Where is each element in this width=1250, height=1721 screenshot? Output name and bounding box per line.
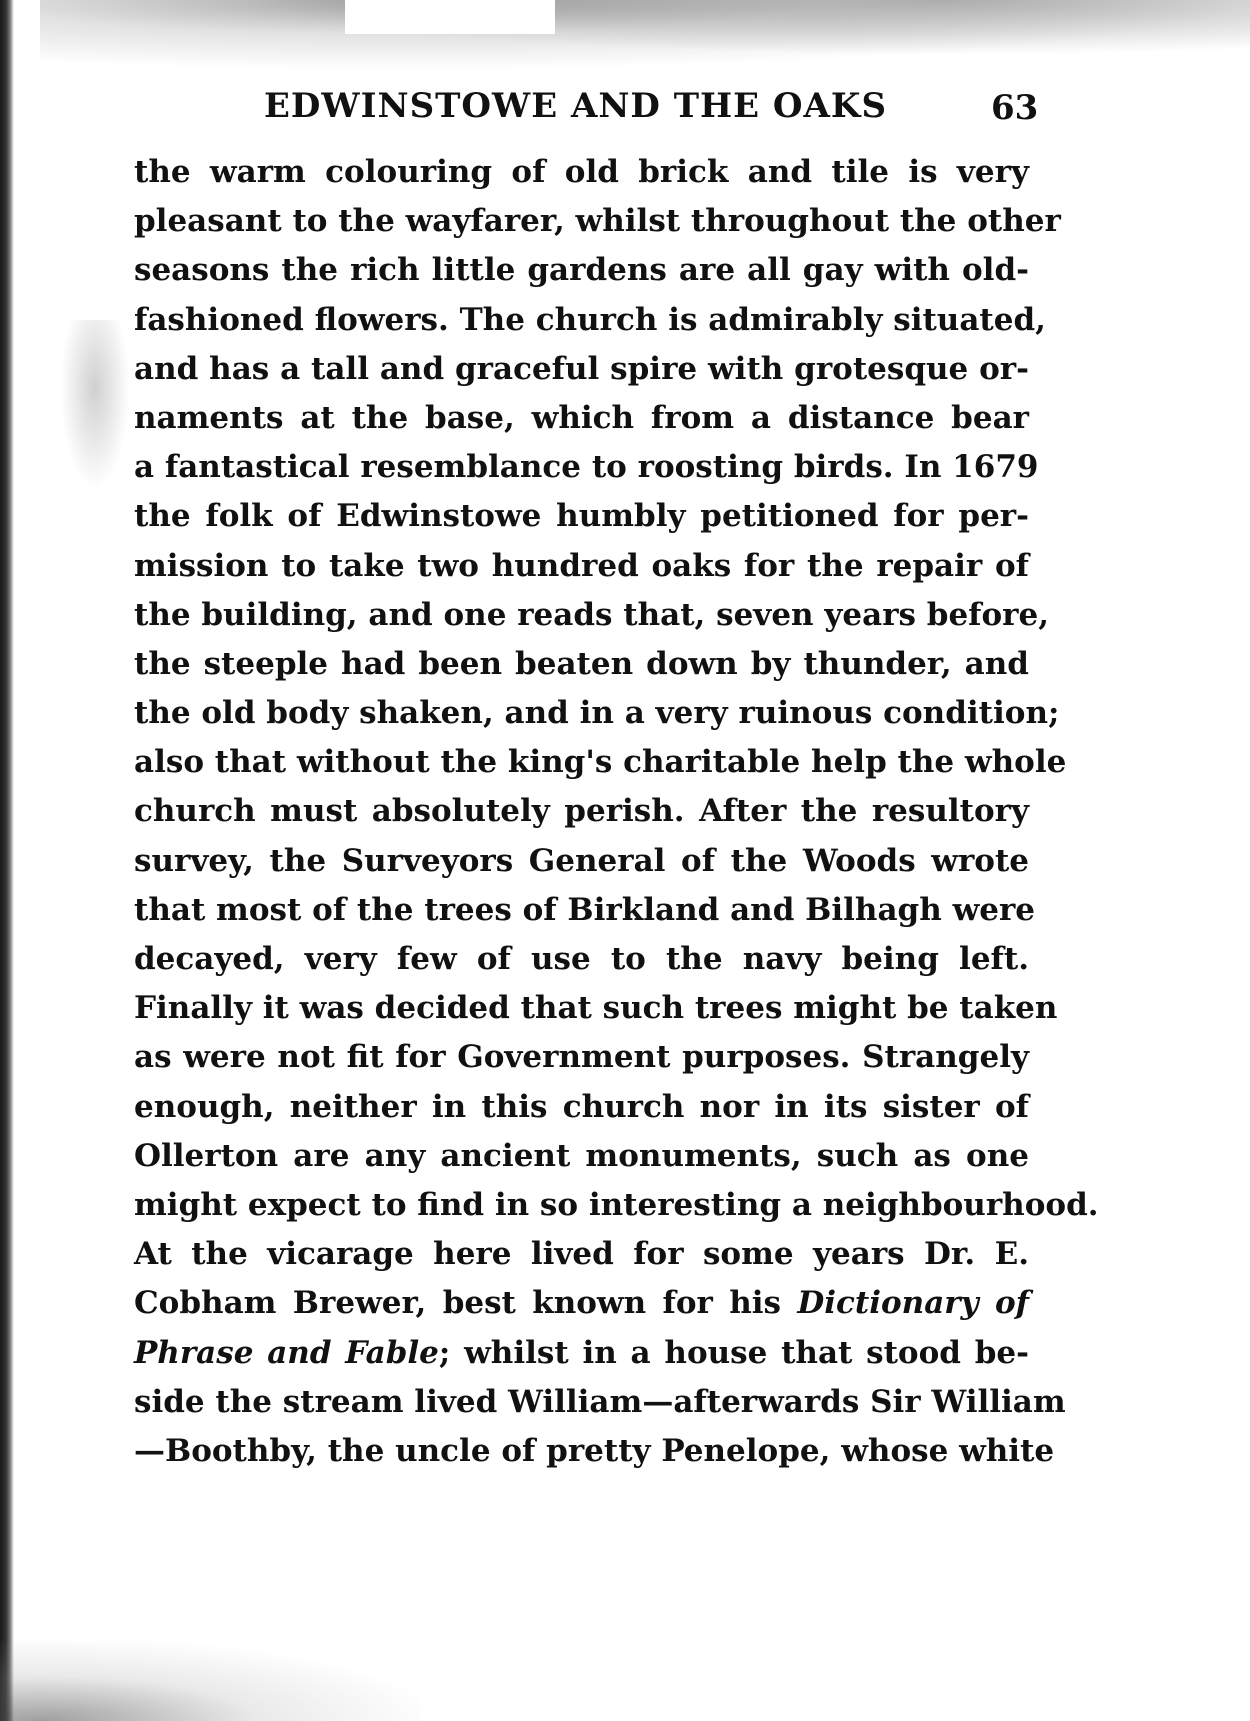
text-line: and has a tall and graceful spire with grotesque or- xyxy=(134,350,1029,387)
text-line: the folk of Edwinstowe humbly petitioned for per- xyxy=(134,498,1029,535)
text-line: church must absolutely perish. After the resultory xyxy=(134,793,1029,830)
text-line: side the stream lived William—afterwards Sir William xyxy=(134,1383,1066,1420)
text-line: pleasant to the wayfarer, whilst throughout the other xyxy=(134,203,1061,240)
text-line: the building, and one reads that, seven years before, xyxy=(134,596,1050,633)
text-line xyxy=(134,1279,1029,1328)
text-line: fashioned flowers. The church is admirably situated, xyxy=(134,301,1046,338)
book-title-italic: Phrase and Fable xyxy=(134,1334,439,1371)
text-line: enough, neither in this church nor in its sister of xyxy=(134,1088,1029,1125)
body-text xyxy=(134,148,1099,1476)
text-line: Ollerton are any ancient monuments, such as one xyxy=(134,1137,1029,1174)
text-line: the warm colouring of old brick and tile is very xyxy=(134,154,1029,190)
scan-edge-top-gap xyxy=(345,0,555,34)
text-run: Cobham Brewer, best known for his xyxy=(134,1285,798,1322)
running-title: EDWINSTOWE AND THE OAKS xyxy=(264,86,888,126)
book-title-italic: Dictionary of xyxy=(797,1285,1029,1322)
text-line: that most of the trees of Birkland and Bilhagh were xyxy=(134,891,1036,928)
running-head xyxy=(134,86,1039,132)
text-line: might expect to find in so interesting a neighbourhood. xyxy=(134,1186,1099,1223)
text-line: mission to take two hundred oaks for the repair of xyxy=(134,547,1029,584)
scan-edge-bottom xyxy=(0,1641,420,1721)
text-run: ; whilst in a house that stood be- xyxy=(438,1334,1030,1371)
text-line: —Boothby, the uncle of pretty Penelope, whose white xyxy=(134,1432,1055,1469)
scan-edge-top xyxy=(40,0,1250,70)
text-line: seasons the rich little gardens are all gay with old- xyxy=(134,252,1029,289)
text-line: also that without the king's charitable help the whole xyxy=(134,744,1067,781)
text-line: the old body shaken, and in a very ruinous condition; xyxy=(134,695,1060,732)
text-line: Finally it was decided that such trees might be taken xyxy=(134,990,1058,1027)
text-line: the steeple had been beaten down by thunder, and xyxy=(134,645,1029,682)
text-line xyxy=(134,1329,1029,1378)
page-number: 63 xyxy=(991,88,1039,128)
text-line: a fantastical resemblance to roosting birds. In 1679 xyxy=(134,449,1039,486)
text-line: naments at the base, which from a distance bear xyxy=(134,399,1029,436)
scan-speckle xyxy=(60,320,130,490)
text-line: survey, the Surveyors General of the Woods wrote xyxy=(134,842,1029,879)
text-line: At the vicarage here lived for some years Dr. E. xyxy=(134,1236,1029,1273)
scan-edge-left xyxy=(0,0,14,1721)
text-line: decayed, very few of use to the navy being left. xyxy=(134,941,1029,977)
text-line: as were not fit for Government purposes. Strangely xyxy=(134,1039,1029,1076)
